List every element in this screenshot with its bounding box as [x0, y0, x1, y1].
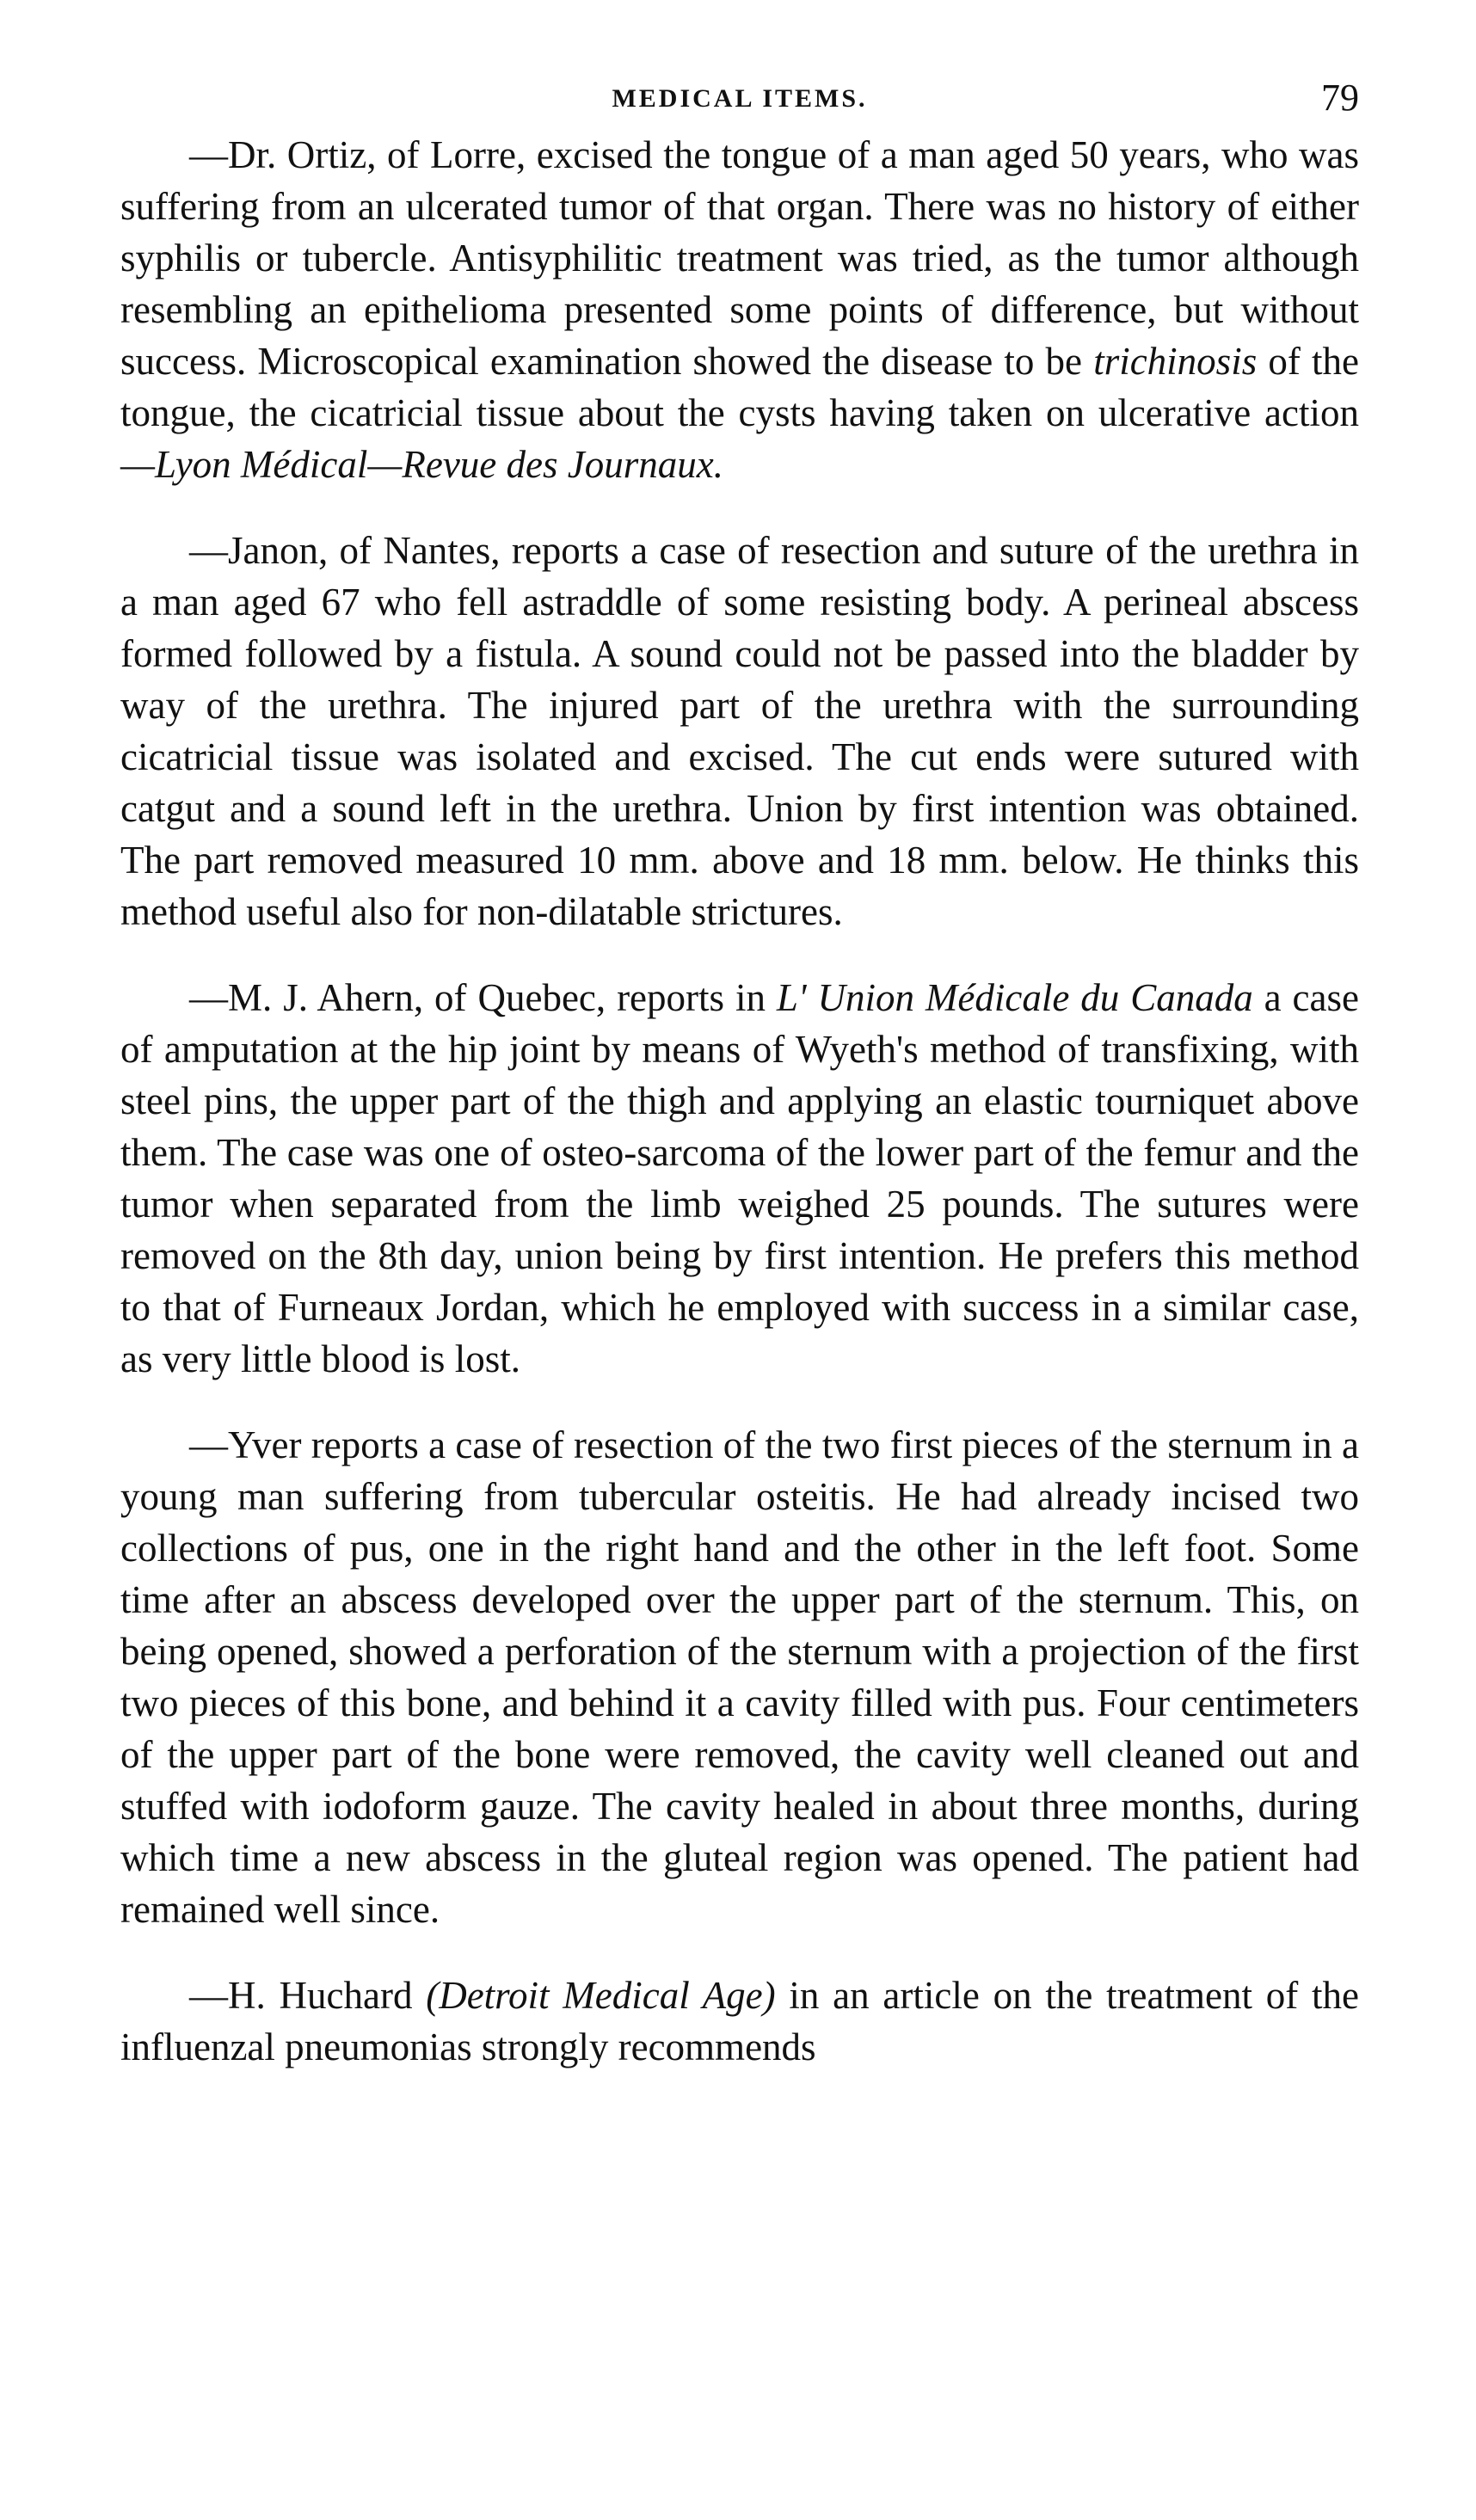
paragraph-ahern [120, 972, 1359, 1385]
paragraph-text: —Janon, of Nantes, reports a case of resection and suture of the urethra in a man aged 67 who fell astraddle of some resisting body. A perineal abscess formed followed by a fistula. A sound could not be passed into the bladder by way of the urethra. The injured part of the urethra with the surrounding cicatricial tissue was isolated and excised. The cut ends were sutured with catgut and a sound left in the urethra. Union by first intention was obtained. The part removed measured 10 mm. above and 18 mm. below. He thinks this method useful also for non-dilatable strictures. [120, 529, 1359, 933]
running-head [120, 69, 1359, 129]
citation-source: (Detroit Medical Age) [426, 1974, 776, 2017]
running-title: MEDICAL ITEMS. [612, 84, 868, 113]
paragraph-janon [120, 525, 1359, 937]
paragraph-text: in an article on the treatment of the influenzal pneumonias strongly recommends [120, 1974, 1359, 2068]
citation-source: L' Union Médicale du Canada [776, 976, 1253, 1019]
paragraph-text: —Yver reports a case of resection of the two first pieces of the sternum in a young man suffering from tubercular osteitis. He had already incised two collections of pus, one in the right hand and the other in the left foot. Some time after an abscess developed over the upper part of the sternum. This, on being opened, showed a perforation of the sternum with a projection of the first two pieces of this bone, and behind it a cavity filled with pus. Four centimeters of the upper part of the bone were removed, the cavity well cleaned out and stuffed with iodoform gauze. The cavity healed in about three months, during which time a new abscess in the gluteal region was opened. The patient had remained well since. [120, 1423, 1359, 1931]
paragraph-huchard [120, 1970, 1359, 2073]
paragraph-text: of the tongue, the cicatricial tissue about the cysts having taken on ulcerative action [120, 340, 1359, 434]
paragraph-text: —M. J. Ahern, of Quebec, reports in [189, 976, 777, 1019]
book-page [120, 69, 1359, 2107]
paragraph-text: —Dr. Ortiz, of Lorre, excised the tongue of a man aged 50 years, who was suffering from an ulcerated tumor of that organ. There was no history of either syphilis or tubercle. Antisyphilitic treatment was tried, as the tumor although resembling an epithelioma presented some points of difference, but without success. Microscopical examination showed the disease to be [120, 133, 1359, 383]
paragraph-yver [120, 1419, 1359, 1935]
page-number: 79 [1321, 77, 1359, 119]
italic-term: trichinosis [1093, 340, 1258, 383]
paragraph-text: —H. Huchard [189, 1974, 427, 2017]
paragraph-ortiz [120, 129, 1359, 490]
paragraph-text: a case of amputation at the hip joint by means of Wyeth's method of transfixing, with steel pins, the upper part of the thigh and applying an elastic tourniquet above them. The case was one of osteo-sarcoma of the lower part of the femur and the tumor when separated from the limb weighed 25 pounds. The sutures were removed on the 8th day, union being by first intention. He prefers this method to that of Furneaux Jordan, which he employed with success in a similar case, as very little blood is lost. [120, 976, 1359, 1380]
citation-source: —Lyon Médical—Revue des Journaux. [120, 443, 723, 486]
